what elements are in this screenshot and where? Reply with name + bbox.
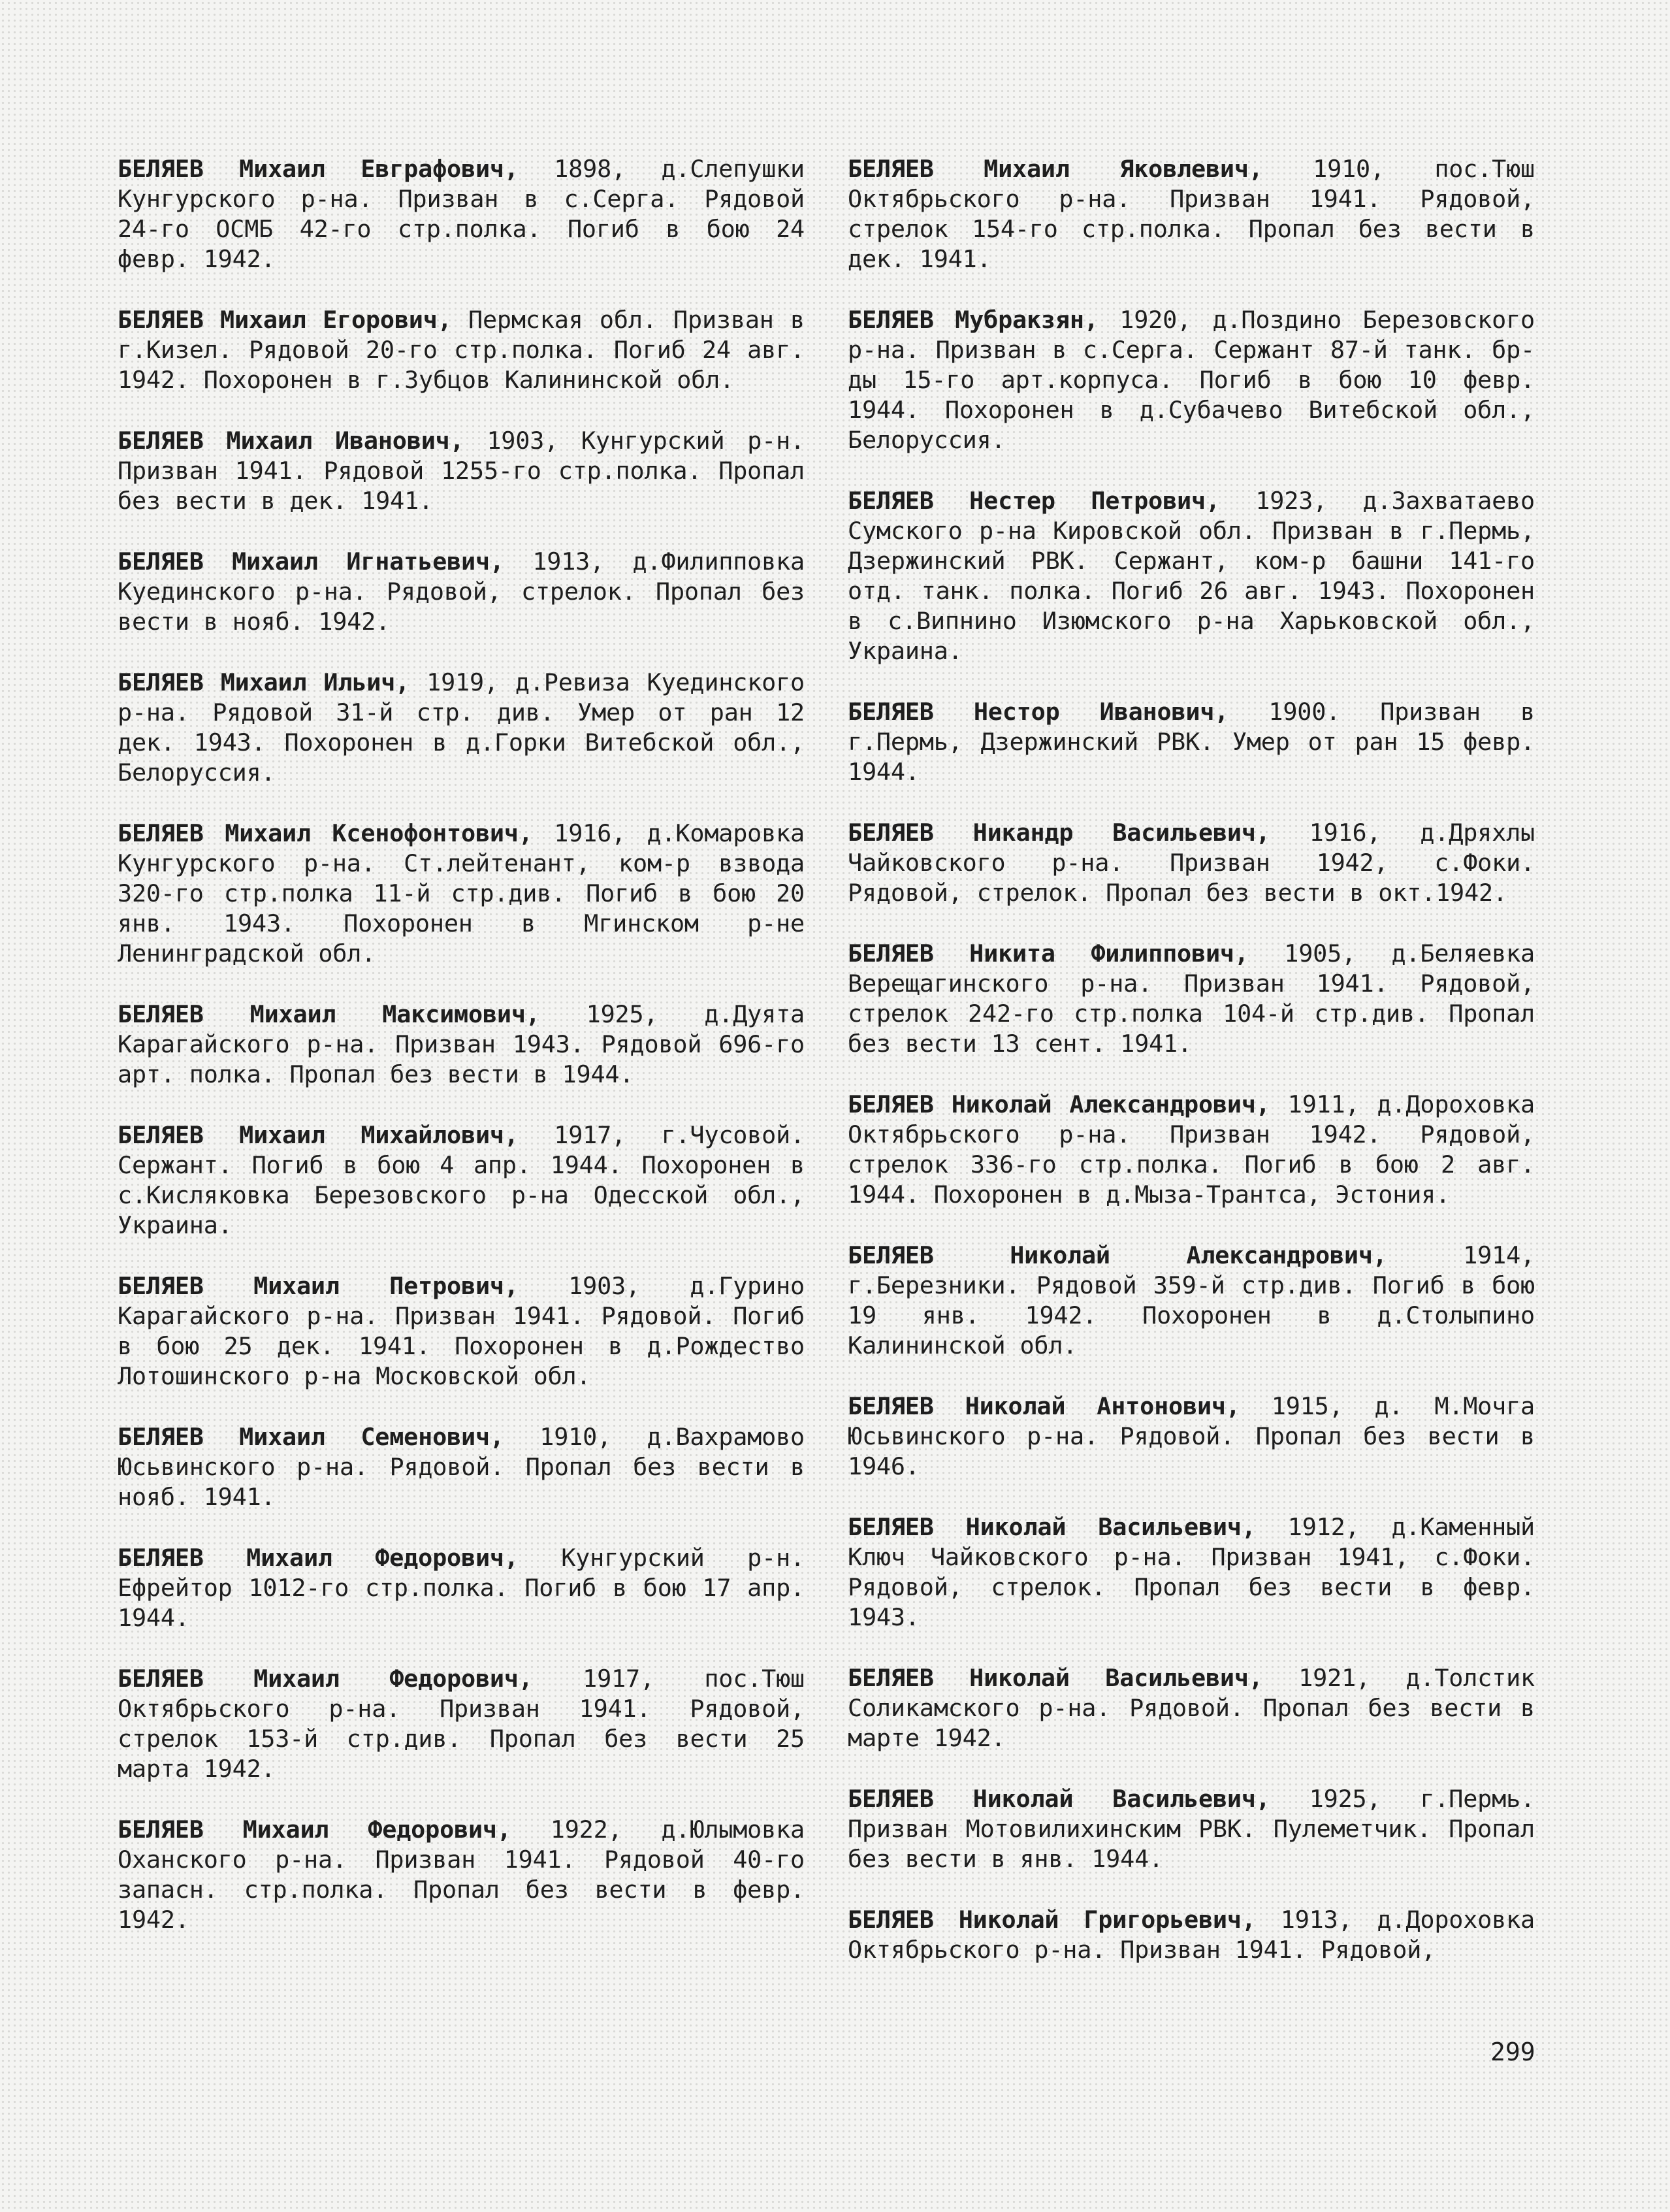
entry-text: 1903, Кунгурский р-н. Призван 1941. Рядовой 1255-го стр.полка. Пропал без вести в дек. 1941. [118,427,805,515]
entry-text: 1922, д.Юлымовка Оханского р-на. Призван 1941. Рядовой 40-го запасн. стр.полка. Пропал без вести в февр. 1942. [118,1815,805,1934]
entry-text: 1911, д.Дороховка Октябрьского р-на. Призван 1942. Рядовой, стрелок 336-го стр.полка. Погиб в бою 2 авг. 1944. Похоронен в д.Мыза-Трантса, Эстония. [848,1090,1535,1209]
entry-text: 1925, д.Дуята Карагайского р-на. Призван 1943. Рядовой 696-го арт. полка. Пропал без вести в 1944. [118,1000,805,1088]
entry [118,547,805,637]
entry-text: 1923, д.Захватаево Сумского р-на Кировской обл. Призван в г.Пермь, Дзержинский РВК. Сержант, ком-р башни 141-го отд. танк. полка. Погиб 26 авг. 1943. Похоронен в с.Випнино Изюмского р-на Харьковской обл., Украина. [848,487,1535,665]
entry-name: БЕЛЯЕВ Михаил Федорович, [118,1815,511,1844]
entry-text: 1913, д.Филипповка Куединского р-на. Рядовой, стрелок. Пропал без вести в нояб. 1942. [118,547,805,636]
entry [848,1241,1535,1361]
entry-name: БЕЛЯЕВ Михаил Федорович, [118,1544,519,1572]
entry-name: БЕЛЯЕВ Михаил Евграфович, [118,155,519,183]
page-number: 299 [1490,2038,1535,2066]
entry-text: 1919, д.Ревиза Куединского р-на. Рядовой 31-й стр. див. Умер от ран 12 дек. 1943. Похоронен в д.Горки Витебской обл., Белоруссия. [118,668,805,787]
entry-text: 1916, д.Дряхлы Чайковского р-на. Призван 1942, с.Фоки. Рядовой, стрелок. Пропал без вести в окт.1942. [848,819,1535,907]
entry [848,818,1535,908]
entry-name: БЕЛЯЕВ Нестер Петрович, [848,487,1220,515]
entry [118,1664,805,1784]
entry-text: 1921, д.Толстик Соликамского р-на. Рядовой. Пропал без вести в марте 1942. [848,1664,1535,1752]
entry [848,1784,1535,1874]
entry [848,1391,1535,1482]
entry [848,154,1535,274]
entry-name: БЕЛЯЕВ Мубракзян, [848,306,1099,334]
entry [848,697,1535,787]
entry-name: БЕЛЯЕВ Михаил Семенович, [118,1423,504,1451]
entry [118,305,805,395]
entry-text: 1917, пос.Тюш Октябрьского р-на. Призван 1941. Рядовой, стрелок 153-й стр.див. Пропал без вести 25 марта 1942. [118,1665,805,1783]
entry [118,1120,805,1241]
entry [848,1090,1535,1210]
entry-text: 1913, д.Дороховка Октябрьского р-на. Призван 1941. Рядовой, [848,1906,1535,1964]
entry [848,486,1535,666]
entry [848,1663,1535,1753]
entry-name: БЕЛЯЕВ Николай Васильевич, [848,1785,1270,1813]
entry-name: БЕЛЯЕВ Николай Васильевич, [848,1513,1256,1541]
entry [118,1543,805,1633]
entry-text: 1917, г.Чусовой. Сержант. Погиб в бою 4 апр. 1944. Похоронен в с.Кисляковка Березовского р-на Одесской обл., Украина. [118,1121,805,1239]
left-column [118,154,805,1966]
entry [848,1905,1535,1965]
entry-name: БЕЛЯЕВ Михаил Иванович, [118,427,464,455]
entry-name: БЕЛЯЕВ Михаил Игнатьевич, [118,547,504,576]
entry-name: БЕЛЯЕВ Михаил Ксенофонтович, [118,819,533,847]
entry-text: Кунгурский р-н. Ефрейтор 1012-го стр.полка. Погиб в бою 17 апр. 1944. [118,1544,805,1632]
entry-text: 1910, пос.Тюш Октябрьского р-на. Призван 1941. Рядовой, стрелок 154-го стр.полка. Пропал без вести в дек. 1941. [848,155,1535,273]
entry-name: БЕЛЯЕВ Михаил Федорович, [118,1665,533,1693]
entry-name: БЕЛЯЕВ Нестор Иванович, [848,698,1229,726]
entry-name: БЕЛЯЕВ Михаил Ильич, [118,668,410,696]
entry-text: 1914, г.Березники. Рядовой 359-й стр.див. Погиб в бою 19 янв. 1942. Похоронен в д.Столыпино Калининской обл. [848,1241,1535,1359]
entry-text: 1916, д.Комаровка Кунгурского р-на. Ст.лейтенант, ком-р взвода 320-го стр.полка 11-й стр.див. Погиб в бою 20 янв. 1943. Похоронен в Мгинском р-не Ленинградской обл. [118,819,805,968]
entry-text: 1910, д.Вахрамово Юсьвинского р-на. Рядовой. Пропал без вести в нояб. 1941. [118,1423,805,1511]
entry [118,426,805,516]
entry-name: БЕЛЯЕВ Михаил Михайлович, [118,1121,519,1149]
entry-text: Пермская обл. Призван в г.Кизел. Рядовой 20-го стр.полка. Погиб 24 авг. 1942. Похоронен в г.Зубцов Калининской обл. [118,306,805,394]
entry-name: БЕЛЯЕВ Никандр Васильевич, [848,819,1270,847]
right-column [848,154,1535,1996]
entry-text: 1920, д.Поздино Березовского р-на. Призван в с.Серга. Сержант 87-й танк. бр-ды 15-го арт.корпуса. Погиб в бою 10 февр. 1944. Похоронен в д.Субачево Витебской обл., Белоруссия. [848,306,1535,454]
entry [118,1000,805,1090]
entry-text: 1912, д.Каменный Ключ Чайковского р-на. Призван 1941, с.Фоки. Рядовой, стрелок. Пропал без вести в февр. 1943. [848,1513,1535,1631]
entry [118,1271,805,1391]
entry-name: БЕЛЯЕВ Михаил Егорович, [118,306,452,334]
entry [118,668,805,788]
entry [848,939,1535,1059]
entry-name: БЕЛЯЕВ Николай Григорьевич, [848,1906,1256,1934]
entry-name: БЕЛЯЕВ Николай Александрович, [848,1090,1270,1118]
entry-name: БЕЛЯЕВ Михаил Петрович, [118,1272,519,1300]
entry-text: 1903, д.Гурино Карагайского р-на. Призван 1941. Рядовой. Погиб в бою 25 дек. 1941. Похоронен в д.Рождество Лотошинского р-на Московской обл. [118,1272,805,1390]
entry-name: БЕЛЯЕВ Никита Филиппович, [848,939,1249,968]
entry [118,154,805,274]
entry-text: 1915, д. М.Мочга Юсьвинского р-на. Рядовой. Пропал без вести в 1946. [848,1392,1535,1480]
entry-text: 1900. Призван в г.Пермь, Дзержинский РВК. Умер от ран 15 февр. 1944. [848,698,1535,786]
entry-name: БЕЛЯЕВ Михаил Максимович, [118,1000,540,1028]
entry [848,1512,1535,1633]
entry [848,305,1535,455]
entry [118,819,805,969]
entry-text: 1905, д.Беляевка Верещагинского р-на. Призван 1941. Рядовой, стрелок 242-го стр.полка 104-й стр.див. Пропал без вести 13 сент. 1941. [848,939,1535,1058]
entry [118,1815,805,1935]
entry-name: БЕЛЯЕВ Михаил Яковлевич, [848,155,1263,183]
entry [118,1422,805,1512]
entry-text: 1925, г.Пермь. Призван Мотовилихинским РВК. Пулеметчик. Пропал без вести в янв. 1944. [848,1785,1535,1873]
entry-name: БЕЛЯЕВ Николай Александрович, [848,1241,1387,1269]
entry-name: БЕЛЯЕВ Николай Антонович, [848,1392,1240,1420]
entry-text: 1898, д.Слепушки Кунгурского р-на. Призван в с.Серга. Рядовой 24-го ОСМБ 42-го стр.полка. Погиб в бою 24 февр. 1942. [118,155,805,273]
entry-name: БЕЛЯЕВ Николай Васильевич, [848,1664,1263,1692]
